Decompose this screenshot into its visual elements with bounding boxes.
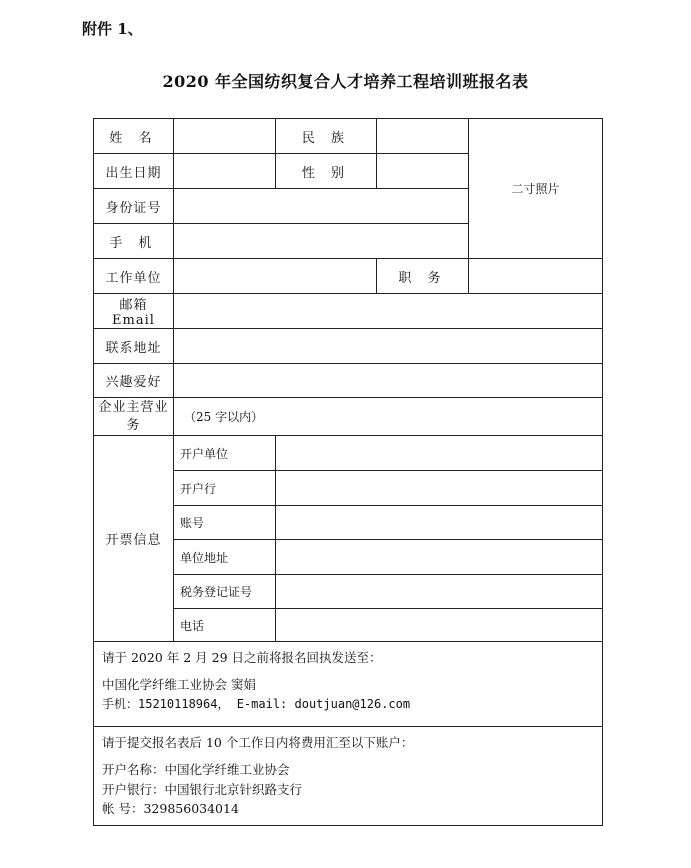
business-label: 企业主营业务 <box>94 398 174 436</box>
deadline-text: 请于 2020 年 2 月 29 日之前将报名回执发送至： <box>102 650 382 665</box>
workplace-label: 工作单位 <box>94 259 174 294</box>
submission-note <box>94 642 603 727</box>
workplace-field[interactable] <box>174 259 377 294</box>
id-number-label: 身份证号 <box>94 189 174 224</box>
gender-field[interactable] <box>377 154 469 189</box>
phone-field[interactable] <box>174 224 469 259</box>
registration-form <box>93 118 603 826</box>
account-number-text: 帐 号：329856034014 <box>102 801 239 817</box>
id-number-field[interactable] <box>174 189 469 224</box>
invoice-phone-field[interactable] <box>276 609 603 642</box>
invoice-account-unit-field[interactable] <box>276 436 603 471</box>
ethnicity-field[interactable] <box>377 119 469 154</box>
gender-label: 性 别 <box>276 154 377 189</box>
ethnicity-label: 民 族 <box>276 119 377 154</box>
hobby-label: 兴趣爱好 <box>94 364 174 398</box>
invoice-field-label: 开户行 <box>174 471 276 506</box>
attachment-label: 附件 1、 <box>82 20 143 38</box>
name-field[interactable] <box>174 119 276 154</box>
email-label: 邮箱 Email <box>94 294 174 329</box>
address-label: 联系地址 <box>94 329 174 364</box>
form-title: 2020 年全国纺织复合人才培养工程培训班报名表 <box>162 72 529 91</box>
account-name-text: 开户名称：中国化学纤维工业协会 <box>102 762 290 778</box>
invoice-field-label: 账号 <box>174 506 276 540</box>
position-label: 职 务 <box>377 259 469 294</box>
birthdate-field[interactable] <box>174 154 276 189</box>
invoice-label: 开票信息 <box>94 436 174 642</box>
business-field[interactable]: （25 字以内） <box>174 398 603 436</box>
invoice-tax-id-field[interactable] <box>276 575 603 609</box>
email-field[interactable] <box>174 294 603 329</box>
invoice-field-label: 单位地址 <box>174 540 276 575</box>
phone-label: 手 机 <box>94 224 174 259</box>
birthdate-label: 出生日期 <box>94 154 174 189</box>
invoice-bank-field[interactable] <box>276 471 603 506</box>
photo-box[interactable]: 二寸照片 <box>469 119 603 259</box>
invoice-field-label: 开户单位 <box>174 436 276 471</box>
contact-text: 中国化学纤维工业协会 窦娟 <box>102 677 256 693</box>
invoice-account-field[interactable] <box>276 506 603 540</box>
phone-email-text: 手机：15210118964， E-mail: doutjuan@126.com <box>102 696 411 711</box>
name-label: 姓 名 <box>94 119 174 154</box>
payment-instruction-text: 请于提交报名表后 10 个工作日内将费用汇至以下账户： <box>102 735 414 750</box>
account-bank-text: 开户银行：中国银行北京针织路支行 <box>102 781 303 797</box>
payment-note <box>94 727 603 826</box>
invoice-address-field[interactable] <box>276 540 603 575</box>
position-field[interactable] <box>469 259 603 294</box>
invoice-field-label: 电话 <box>174 609 276 642</box>
address-field[interactable] <box>174 329 603 364</box>
hobby-field[interactable] <box>174 364 603 398</box>
invoice-field-label: 税务登记证号 <box>174 575 276 609</box>
